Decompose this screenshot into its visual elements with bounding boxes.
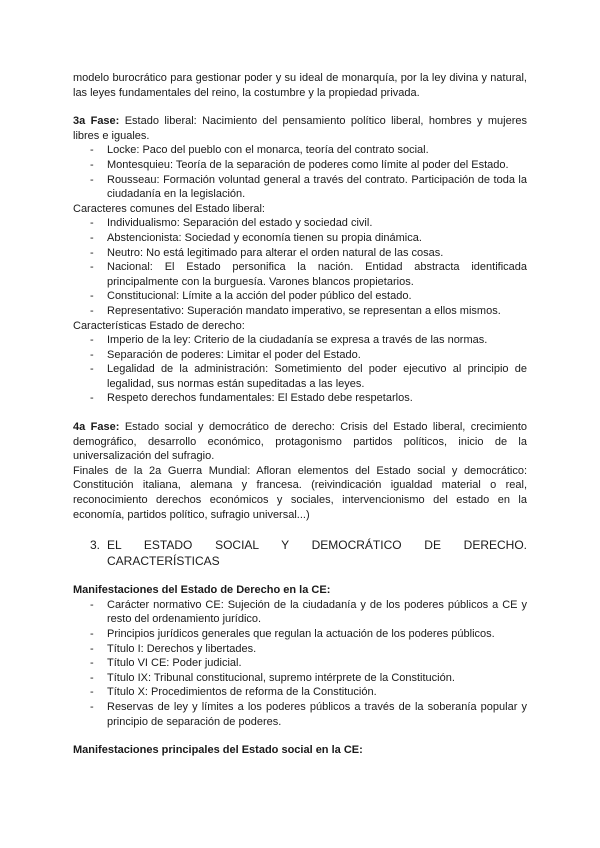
manifestaciones-derecho-title: Manifestaciones del Estado de Derecho en la CE: (73, 584, 331, 597)
list-item: - Nacional: El Estado personifica la nación. Entidad abstracta identificada principalmente con la burguesía. Varones blancos propietarios. (73, 260, 527, 289)
list-item: - Neutro: No está legitimado para alterar el orden natural de las cosas. (73, 246, 527, 261)
fase3-list (73, 143, 527, 201)
list-item: - Principios jurídicos generales que regulan la actuación de los poderes públicos. (73, 627, 527, 642)
fase4-paragraph (73, 420, 527, 464)
caracteres-title: Caracteres comunes del Estado liberal: (73, 202, 265, 215)
list-item: - Título X: Procedimientos de reforma de la Constitución. (73, 685, 527, 700)
finales-paragraph: Finales de la 2a Guerra Mundial: Afloran elementos del Estado social y democrático: Constitución italiana, alemana y francesa. (reivindicación igualdad material o real, reconocimiento derechos económicos y sociales, intervencionismo del estado en la economía, partidos político, sufragio universal...) (73, 464, 527, 521)
list-item: - Título VI CE: Poder judicial. (73, 656, 527, 671)
caracteristicas-list (73, 333, 527, 406)
list-item: - Respeto derechos fundamentales: El Estado debe respetarlos. (73, 391, 527, 406)
list-item: - Imperio de la ley: Criterio de la ciudadanía se expresa a través de las normas. (73, 333, 527, 348)
list-item: - Abstencionista: Sociedad y economía tienen su propia dinámica. (73, 231, 527, 246)
list-item: - Rousseau: Formación voluntad general a través del contrato. Participación de toda la ciudadanía en la legislación. (73, 173, 527, 202)
section-heading (73, 537, 527, 569)
manifestaciones-derecho-list (73, 598, 527, 729)
list-item: - Reservas de ley y límites a los poderes públicos a través de la soberanía popular y principio de separación de poderes. (73, 700, 527, 729)
fase3-text: Estado liberal: Nacimiento del pensamiento político liberal, hombres y mujeres libres e iguales. (73, 115, 528, 142)
list-item: - Locke: Paco del pueblo con el monarca, teoría del contrato social. (73, 143, 527, 158)
list-item: - Separación de poderes: Limitar el poder del Estado. (73, 348, 527, 363)
spacer (73, 100, 527, 114)
caracteristicas-title: Características Estado de derecho: (73, 319, 245, 332)
document-page (73, 71, 527, 758)
manifestaciones-social-title: Manifestaciones principales del Estado social en la CE: (73, 744, 363, 757)
fase4-text: Estado social y democrático de derecho: Crisis del Estado liberal, crecimiento demográfico, desarrollo económico, protagonismo partidos políticos, inicio de la universalización del sufragio. (73, 421, 527, 463)
intro-paragraph: modelo burocrático para gestionar poder y su ideal de monarquía, por la ley divina y natural, las leyes fundamentales del reino, la costumbre y la propiedad privada. (73, 72, 527, 99)
fase3-label: 3a Fase: (73, 115, 120, 128)
fase4-label: 4a Fase: (73, 421, 120, 434)
section-title: EL ESTADO SOCIAL Y DEMOCRÁTICO DE DERECHO. CARACTERÍSTICAS (107, 538, 527, 569)
spacer (73, 729, 527, 743)
list-item: - Representativo: Superación mandato imperativo, se representan a ellos mismos. (73, 304, 527, 319)
list-item: - Carácter normativo CE: Sujeción de la ciudadanía y de los poderes públicos a CE y resto del ordenamiento jurídico. (73, 598, 527, 627)
list-item: - Título IX: Tribunal constitucional, supremo intérprete de la Constitución. (73, 671, 527, 686)
list-item: - Montesquieu: Teoría de la separación de poderes como límite al poder del Estado. (73, 158, 527, 173)
spacer (73, 406, 527, 420)
list-item: - Título I: Derechos y libertades. (73, 642, 527, 657)
caracteres-list (73, 216, 527, 318)
fase3-paragraph (73, 114, 527, 143)
list-item: - Individualismo: Separación del estado y sociedad civil. (73, 216, 527, 231)
list-item: - Legalidad de la administración: Sometimiento del poder ejecutivo al principio de legalidad, sus normas están supeditadas a las leyes. (73, 362, 527, 391)
section-number: 3. (90, 538, 101, 553)
list-item: - Constitucional: Límite a la acción del poder público del estado. (73, 289, 527, 304)
